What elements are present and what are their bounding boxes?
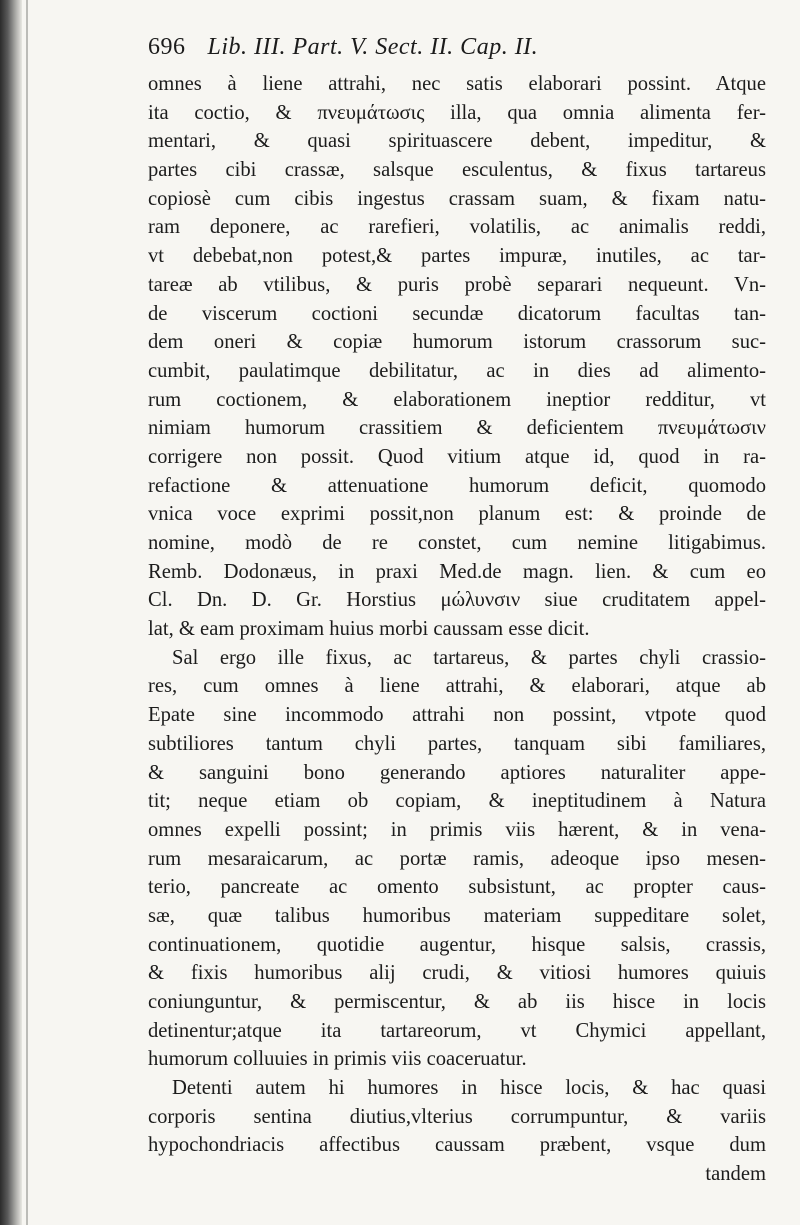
text-line: humorum colluuies in primis viis coaceruatur. bbox=[148, 1048, 527, 1071]
running-head-title: Lib. III. Part. V. Sect. II. Cap. II. bbox=[207, 34, 539, 60]
text-line: hypochondriacis affectibus caussam præbent, vsque dum bbox=[148, 1134, 766, 1157]
text-line: dem oneri & copiæ humorum istorum crassorum suc- bbox=[148, 331, 766, 354]
text-line: de viscerum coctioni secundæ dicatorum facultas tan- bbox=[148, 302, 766, 325]
text-line: & fixis humoribus alij crudi, & vitiosi humores quiuis bbox=[148, 962, 766, 985]
body-text bbox=[148, 70, 766, 1160]
text-line: rum coctionem, & elaborationem ineptior redditur, vt bbox=[148, 388, 766, 411]
text-line: tit; neque etiam ob copiam, & ineptitudinem à Natura bbox=[148, 790, 766, 813]
page-gutter-line bbox=[26, 0, 28, 1225]
running-head bbox=[148, 34, 766, 70]
text-line: Detenti autem hi humores in hisce locis, & hac quasi bbox=[172, 1077, 766, 1100]
text-line: partes cibi crassæ, salsque esculentus, & fixus tartareus bbox=[148, 159, 766, 182]
text-line: mentari, & quasi spirituascere debent, impeditur, & bbox=[148, 130, 766, 153]
text-line: & sanguini bono generando aptiores naturaliter appe- bbox=[148, 761, 766, 784]
text-line: refactione & attenuatione humorum deficit, quomodo bbox=[148, 474, 766, 497]
text-line: Cl. Dn. D. Gr. Horstius μώλυνσιν siue cruditatem appel- bbox=[148, 589, 766, 612]
text-line: cumbit, paulatimque debilitatur, ac in dies ad alimento- bbox=[148, 359, 766, 382]
text-line: omnes à liene attrahi, nec satis elaborari possint. Atque bbox=[148, 73, 766, 95]
text-line: ita coctio, & πνευμάτωσις illa, qua omnia alimenta fer- bbox=[148, 101, 766, 124]
text-line: Remb. Dodonæus, in praxi Med.de magn. lien. & cum eo bbox=[148, 560, 766, 583]
text-line: terio, pancreate ac omento subsistunt, ac propter caus- bbox=[148, 876, 766, 899]
text-line: copiosè cum cibis ingestus crassam suam, & fixam natu- bbox=[148, 187, 766, 210]
text-line: lat, & eam proximam huius morbi caussam esse dicit. bbox=[148, 618, 590, 641]
text-line: vt debebat,non potest,& partes impuræ, inutiles, ac tar- bbox=[148, 245, 766, 268]
text-line: detinentur;atque ita tartareorum, vt Chymici appellant, bbox=[148, 1019, 766, 1042]
text-line: ram deponere, ac rarefieri, volatilis, ac animalis reddi, bbox=[148, 216, 766, 239]
text-line: rum mesaraicarum, ac portæ ramis, adeoque ipso mesen- bbox=[148, 847, 766, 870]
text-line: vnica voce exprimi possit,non planum est: & proinde de bbox=[148, 503, 766, 526]
book-binding-edge bbox=[0, 0, 22, 1225]
text-line: continuationem, quotidie augentur, hisque salsis, crassis, bbox=[148, 933, 766, 956]
page-number: 696 bbox=[148, 34, 186, 60]
text-line: sæ, quæ talibus humoribus materiam suppeditare solet, bbox=[148, 904, 766, 927]
text-line: Sal ergo ille fixus, ac tartareus, & partes chyli crassio- bbox=[172, 646, 766, 669]
text-line: coniunguntur, & permiscentur, & ab iis hisce in locis bbox=[148, 991, 766, 1013]
text-line: res, cum omnes à liene attrahi, & elaborari, atque ab bbox=[148, 675, 766, 698]
text-line: subtiliores tantum chyli partes, tanquam sibi familiares, bbox=[148, 732, 766, 755]
text-line: nomine, modò de re constet, cum nemine litigabimus. bbox=[148, 532, 766, 554]
text-line: corrigere non possit. Quod vitium atque id, quod in ra- bbox=[148, 445, 766, 468]
text-line: tareæ ab vtilibus, & puris probè separari nequeunt. Vn- bbox=[148, 273, 766, 296]
text-line: Epate sine incommodo attrahi non possint, vtpote quod bbox=[148, 704, 766, 727]
text-line: nimiam humorum crassitiem & deficientem πνευμάτωσιν bbox=[148, 417, 766, 440]
text-block bbox=[148, 34, 766, 1189]
text-line: omnes expelli possint; in primis viis hærent, & in vena- bbox=[148, 818, 766, 841]
text-line: corporis sentina diutius,vlterius corrumpuntur, & variis bbox=[148, 1105, 766, 1128]
catchword: tandem bbox=[705, 1163, 766, 1186]
